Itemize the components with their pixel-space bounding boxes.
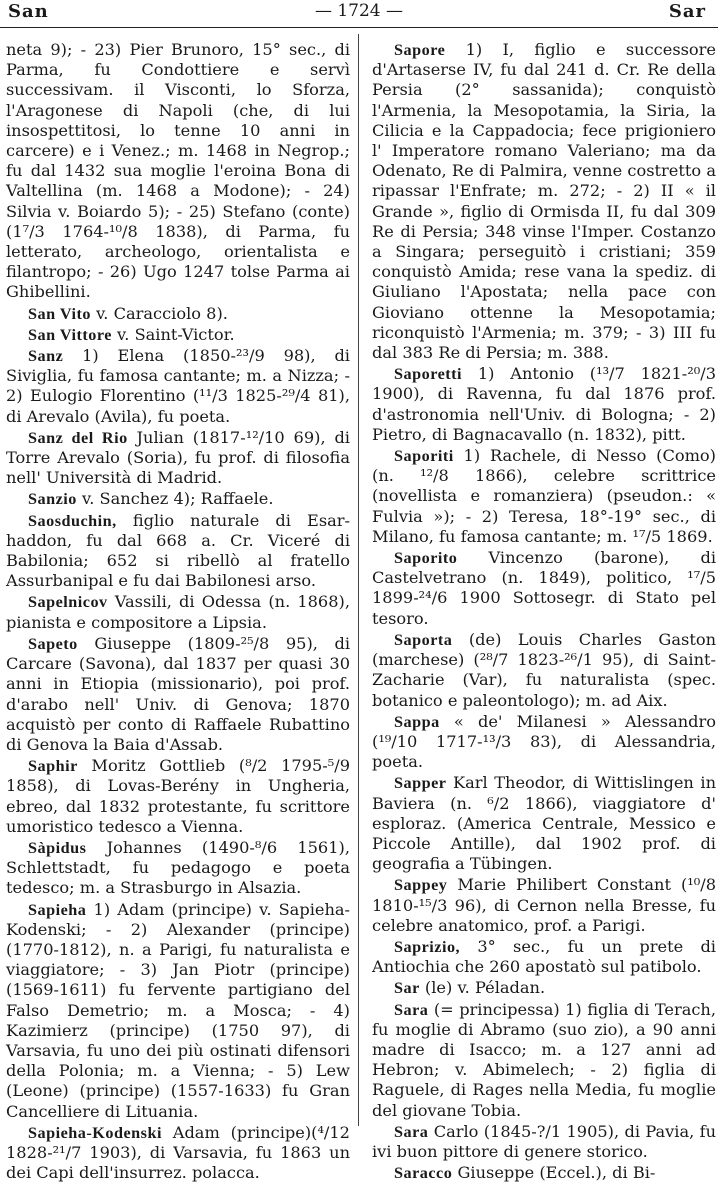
entry-headword: Saporiti bbox=[394, 447, 454, 466]
column-divider bbox=[358, 34, 359, 1126]
dictionary-entry bbox=[6, 756, 350, 837]
entry-text: Giuseppe (1809-²⁵/8 95), di Carcare (Savona), dal 1837 per quasi 30 anni in Etiopia (missionario), poi prof. d'arabo nell' Univ. di Genova; 1870 acquistò per conto di Raffaele Rubattino di Genova la Baia d'Assab. bbox=[6, 633, 350, 754]
entry-headword: Saprizio, bbox=[394, 937, 461, 956]
entry-text: v. Saint-Victor. bbox=[111, 324, 235, 344]
entry-headword: Saracco bbox=[394, 1164, 453, 1183]
entry-headword: Sanzio bbox=[28, 490, 77, 509]
entry-headword: Sappa bbox=[394, 712, 440, 731]
entry-headword: Sapieha-Kodenski bbox=[28, 1123, 162, 1142]
dictionary-entry bbox=[372, 773, 716, 874]
dictionary-entry bbox=[372, 40, 716, 363]
entry-text: « de' Milanesi » Alessandro (¹⁹/10 1717-¹³/3 83), di Alessandria, poeta. bbox=[372, 711, 716, 772]
entry-text: (= principessa) 1) figlia di Terach, fu moglie di Abramo (suo zio), a 90 anni madre di Isacco; m. a 127 anni ad Hebron; v. Abimelech; - 2) figlia di Raguele, di Rages nella Media, fu moglie del giovane Tobia. bbox=[372, 999, 716, 1120]
entry-headword: Sàpidus bbox=[28, 838, 87, 857]
entry-text: 1) Rachele, di Nesso (Como) (n. ¹²/8 1866), celebre scrittrice (novellista e romanziera) (pseudon.: « Fulvia »); - 2) Teresa, 18°-19° sec., di Milano, fu famosa cantante; m. ¹⁷/5 1869. bbox=[372, 446, 716, 546]
entry-text: 1) Antonio (¹³/7 1821-²⁰/3 1900), di Ravenna, fu dal 1876 prof. d'astronomia nell'Univ. di Bologna; - 2) Pietro, di Bagnacavallo (n. 1832), pitt. bbox=[372, 364, 716, 444]
entry-text: Johannes (1490-⁸/6 1561), Schlettstadt, fu pedagogo e poeta tedesco; m. a Strasburgo in Alsazia. bbox=[6, 837, 350, 898]
entry-text: 1) I, figlio e successore d'Artaserse IV, fu dal 241 d. Cr. Re della Persia (2° sassanida); conquistò l'Armenia, la Mesopotamia, la Siria, la Cilicia e la Cappadocia; fece prigioniero l' Imperatore romano Valeriano; ma da Odenato, Re di Palmira, venne costretto a ripassar l'Enfrate; m. 272; - 2) II « il Grande », figlio di Ormisda II, fu dal 309 Re di Persia; 348 vinse l'Imper. Costanzo a Singara; perseguitò i cristiani; 359 conquistò Amida; rese vana la spediz. di Giuliano l'Apostata; nella pace con Gioviano ottenne la Mesopotamia; riconquistò l'Armenia; m. 379; - 3) III fu dal 383 Re di Persia; m. 388. bbox=[372, 40, 716, 363]
header-rule bbox=[0, 27, 718, 28]
dictionary-entry bbox=[6, 838, 350, 899]
dictionary-entry bbox=[6, 325, 350, 345]
left-column bbox=[6, 40, 350, 1184]
entry-text: v. Sanchez 4); Raffaele. bbox=[76, 489, 274, 509]
entry-headword: Saphir bbox=[28, 757, 78, 776]
entry-text: Giuseppe (Eccel.), di Bi- bbox=[452, 1163, 656, 1183]
dictionary-entry bbox=[6, 1123, 350, 1184]
header-right-guideword: Sar bbox=[668, 1, 706, 22]
dictionary-entry bbox=[372, 1122, 716, 1162]
entry-headword: Saporta bbox=[394, 630, 453, 649]
entry-headword: Saosduchin, bbox=[28, 511, 117, 530]
entry-headword: Sanz bbox=[28, 347, 64, 366]
entry-text: Adam (principe)(⁴/12 1828-²¹/7 1903), di Varsavia, fu 1863 un dei Capi dell'insurrez. polacca. bbox=[6, 1122, 350, 1183]
dictionary-entry bbox=[6, 428, 350, 489]
dictionary-entry bbox=[372, 875, 716, 936]
entry-headword: Sapelnicov bbox=[28, 593, 108, 612]
entry-text: Karl Theodor, di Wittislingen in Baviera (n. ⁶/2 1866), viaggiatore d' esploraz. (America Centrale, Messico e Piccole Antille), dal 1902 prof. di geografia a Tübingen. bbox=[372, 773, 716, 874]
dictionary-entry bbox=[6, 346, 350, 427]
header-left-guideword: San bbox=[8, 1, 49, 22]
entry-text: Moritz Gottlieb (⁸/2 1795-⁵/9 1858), di Lovas-Berény in Ungheria, ebreo, dal 1832 protestante, fu scrittore umoristico tedesco a Vienna. bbox=[6, 756, 350, 836]
entry-text: (de) Louis Charles Gaston (marchese) (²⁸/7 1823-²⁶/1 95), di Saint-Zacharie (Var), fu naturalista (spec. botanico e paleontologo); m. ad Aix. bbox=[372, 629, 716, 710]
entry-text: Julian (1817-¹²/10 69), di Torre Arevalo (Soria), fu prof. di filosofia nell' Università di Madrid. bbox=[6, 427, 350, 488]
entry-text: v. Caracciolo 8). bbox=[90, 303, 228, 323]
entry-text: (le) v. Péladan. bbox=[419, 978, 546, 998]
dictionary-entry bbox=[372, 937, 716, 977]
entry-text: Vassili, di Odessa (n. 1868), pianista e compositore a Lipsia. bbox=[6, 592, 350, 632]
dictionary-entry bbox=[372, 630, 716, 711]
dictionary-entry bbox=[372, 978, 716, 998]
dictionary-entry bbox=[372, 1163, 716, 1183]
dictionary-entry bbox=[372, 1000, 716, 1121]
page-number: — 1724 — bbox=[314, 1, 404, 21]
dictionary-entry bbox=[372, 446, 716, 547]
entry-headword: Sanz del Rio bbox=[28, 428, 128, 447]
dictionary-entry bbox=[372, 364, 716, 445]
entry-headword: San Vittore bbox=[28, 325, 112, 344]
dictionary-entry bbox=[6, 40, 350, 303]
entry-headword: Sara bbox=[394, 1000, 429, 1019]
page-header bbox=[0, 0, 718, 26]
entry-headword: Sapper bbox=[394, 774, 447, 793]
dictionary-entry bbox=[6, 489, 350, 509]
dictionary-entry bbox=[6, 592, 350, 632]
entry-headword: Sara bbox=[394, 1122, 429, 1141]
entry-text: neta 9); - 23) Pier Brunoro, 15° sec., di Parma, fu Condottiere e servì successivam. il Visconti, lo Sforza, l'Aragonese di Napoli (che, di lui insospettitosi, lo tenne 10 anni in carcere) e i Venez.; m. 1468 in Negrop.; fu dal 1432 sua moglie l'eroina Bona di Valtellina (m. 1468 a Modone); - 24) Silvia v. Boiardo 5); - 25) Stefano (conte) (1⁷/3 1764-¹⁰/8 1838), di Parma, fu letterato, archeologo, orientalista e filantropo; - 26) Ugo 1247 tolse Parma ai Ghibellini. bbox=[6, 40, 350, 302]
entry-text: figlio naturale di Esar-haddon, fu dal 668 a. Cr. Viceré di Babilonia; 652 si ribellò al fratello Assurbanipal e fu dai Babilonesi arso. bbox=[6, 510, 350, 591]
entry-text: Marie Philibert Constant (¹⁰/8 1810-¹⁵/3 96), di Cernon nella Bresse, fu celebre anatomico, prof. a Parigi. bbox=[372, 875, 716, 935]
dictionary-entry bbox=[6, 900, 350, 1122]
entry-headword: Saporito bbox=[394, 549, 458, 568]
entry-headword: Sapeto bbox=[28, 634, 78, 653]
right-column bbox=[372, 40, 716, 1184]
entry-headword: Sapieha bbox=[28, 900, 87, 919]
entry-text: 1) Adam (principe) v. Sapieha-Kodenski; - 2) Alexander (principe) (1770-1812), n. a Parigi, fu naturalista e viaggiatore; - 3) Jan Piotr (principe) (1569-1611) fu fervente partigiano del Falso Demetrio; m. a Mosca; - 4) Kazimierz (principe) (1750 97), di Varsavia, fu uno dei più ostinati difensori della Polonia; m. a Vienna; - 5) Lew (Leone) (principe) (1557-1633) fu Gran Cancelliere di Lituania. bbox=[6, 899, 350, 1121]
entry-headword: Sapore bbox=[394, 41, 446, 59]
entry-headword: Sappey bbox=[394, 876, 448, 895]
dictionary-entry bbox=[6, 634, 350, 755]
entry-headword: San Vito bbox=[28, 304, 91, 323]
dictionary-entry bbox=[6, 511, 350, 592]
entry-text: Vincenzo (barone), di Castelvetrano (n. 1849), politico, ¹⁷/5 1899-²⁴/6 1900 Sottosegr. di Stato pel tesoro. bbox=[372, 548, 716, 628]
dictionary-entry bbox=[372, 712, 716, 773]
dictionary-entry bbox=[372, 548, 716, 629]
dictionary-entry bbox=[6, 304, 350, 324]
entry-text: 1) Elena (1850-²³/9 98), di Siviglia, fu famosa cantante; m. a Nizza; - 2) Eulogio Florentino (¹¹/3 1825-²⁹/4 81), di Arevalo (Avila), fu poeta. bbox=[6, 346, 350, 426]
entry-headword: Saporetti bbox=[394, 365, 463, 384]
entry-text: Carlo (1845-?/1 1905), di Pavia, fu ivi buon pittore di genere storico. bbox=[372, 1121, 716, 1161]
entry-headword: Sar bbox=[394, 979, 420, 998]
entry-text: 3° sec., fu un prete di Antiochia che 260 apostatò sul patibolo. bbox=[372, 936, 716, 977]
